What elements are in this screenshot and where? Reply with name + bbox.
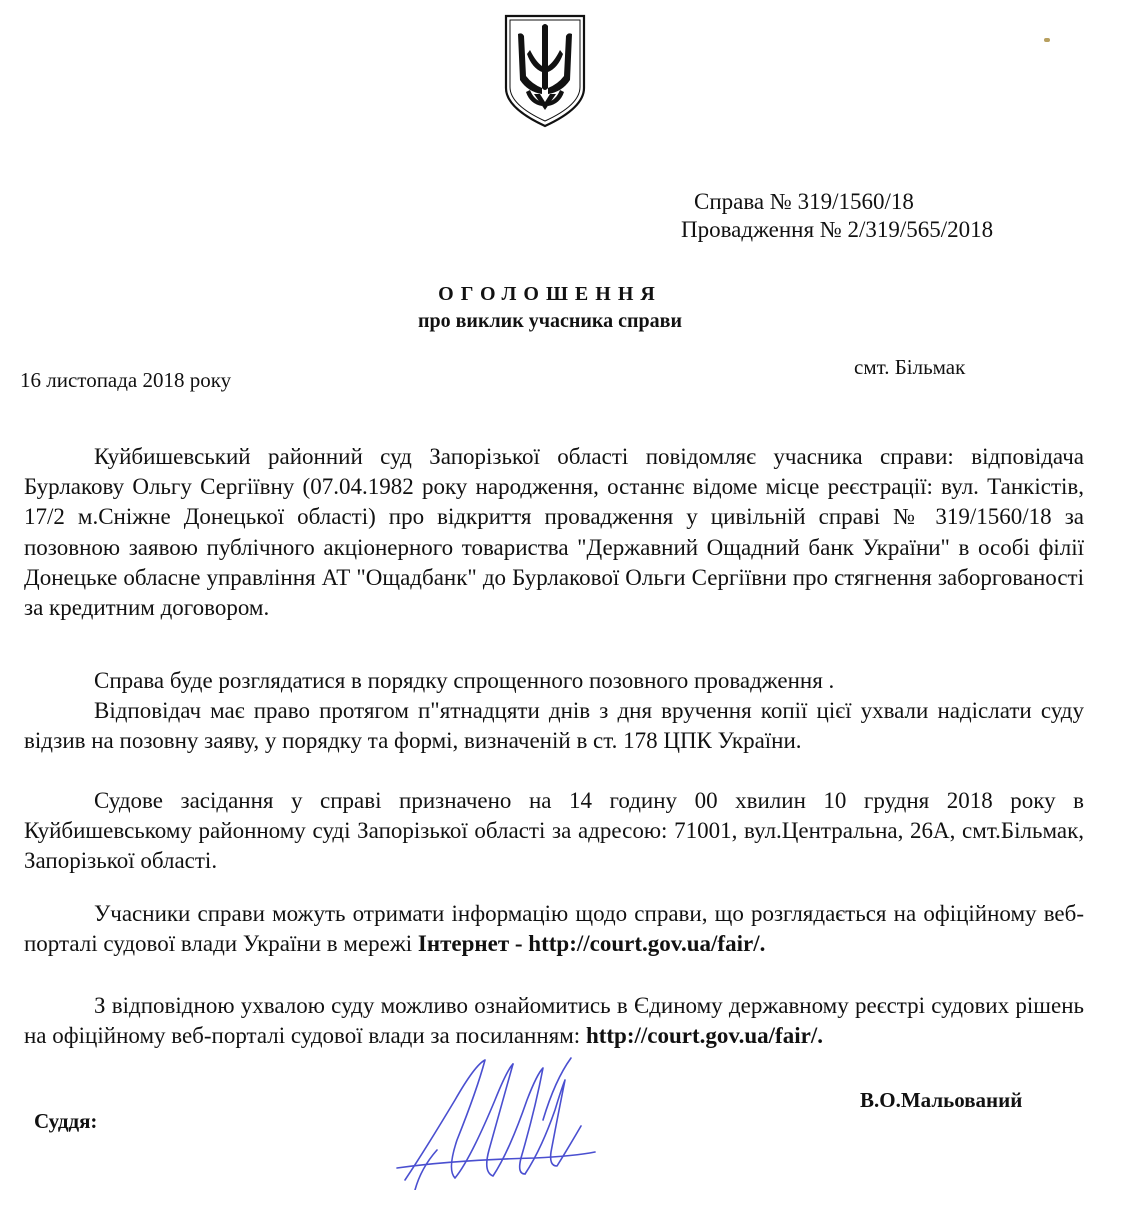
registry-link[interactable]: http://court.gov.ua/fair/. bbox=[585, 1023, 823, 1049]
court-portal-link[interactable]: Інтернет - http://court.gov.ua/fair/. bbox=[417, 931, 766, 957]
paragraph-procedure-block bbox=[24, 666, 1084, 757]
paragraph-response-right: Відповідач має право протягом п"ятнадцяти днів з дня вручення копії цієї ухвали надіслати суду відзив на позовну заяву, у порядку та формі, визначеній в ст. 178 ЦПК України. bbox=[24, 698, 1084, 754]
paragraph-info bbox=[24, 899, 1084, 959]
signature-icon bbox=[385, 1040, 605, 1190]
case-number: Справа № 319/1560/18 bbox=[694, 189, 914, 214]
document-subtitle: про виклик учасника справи bbox=[417, 310, 683, 332]
document-title: ОГОЛОШЕННЯ bbox=[438, 283, 662, 305]
paragraph-notice: Куйбишевський районний суд Запорізької області повідомляє учасника справи: відповідача Бурлакову Ольгу Сергіївну (07.04.1982 року народження, останнє відоме місце реєстрації: вул. Танкістів, 17/2 м.Сніжне Донецької області) про відкриття провадження у цивільній справі № 319/1560/18 за позовною заявою публічного акціонерного товариства "Державний Ощадний банк України" в особі філії Донецьке обласне управління АТ "Ощадбанк" до Бурлакової Ольги Сергіївни про стягнення заборгованості за кредитним договором. bbox=[24, 444, 1084, 621]
paragraph-hearing: Судове засідання у справі призначено на 14 годину 00 хвилин 10 грудня 2018 року в Куйбишевському районному суді Запорізької області за адресою: 71001, вул.Центральна, 26А, смт.Більмак, Запорізької області. bbox=[24, 788, 1084, 874]
paragraph-registry-text: З відповідною ухвалою суду можливо ознайомитись в Єдиному державному реєстрі судових рішень на офіційному веб-порталі судової влади за посиланням: bbox=[24, 993, 1084, 1049]
paragraph-info-text: Учасники справи можуть отримати інформацію щодо справи, що розглядається на офіційному веб-порталі судової влади України в мережі bbox=[24, 901, 1084, 957]
proceeding-number: Провадження № 2/319/565/2018 bbox=[681, 217, 994, 242]
coat-of-arms-icon bbox=[500, 10, 590, 130]
paragraph-procedure: Справа буде розглядатися в порядку спрощенного позовного провадження . bbox=[94, 668, 835, 693]
judge-label: Суддя: bbox=[34, 1109, 98, 1133]
document-place: смт. Більмак bbox=[854, 355, 966, 379]
document-date: 16 листопада 2018 року bbox=[20, 368, 232, 392]
judge-name: В.О.Мальований bbox=[860, 1088, 1023, 1112]
scan-speck bbox=[1044, 38, 1050, 42]
